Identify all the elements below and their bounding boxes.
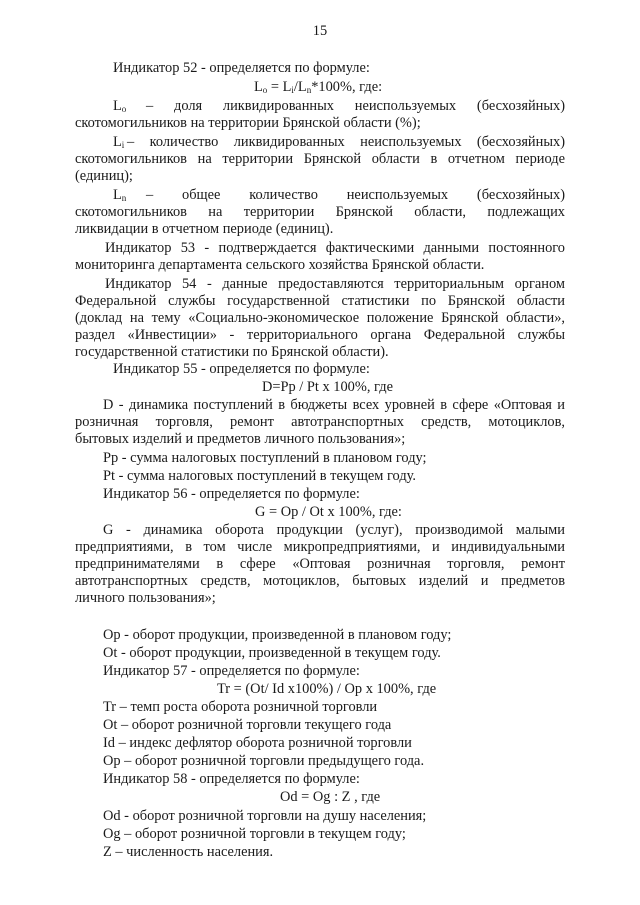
indicator-56-op: Op - оборот продукции, произведенной в плановом году; — [103, 627, 452, 643]
indicator-54-line-4: раздел «Инвестиции» - территориального органа Федеральной службы — [75, 327, 565, 343]
lo-definition-line-2: скотомогильников на территории Брянской области (%); — [75, 115, 421, 131]
indicator-53-line-1: Индикатор 53 - подтверждается фактическими данными постоянного — [105, 240, 565, 256]
indicator-56-formula: G = Op / Ot х 100%, где: — [255, 504, 402, 520]
indicator-57-id: Id – индекс дефлятор оборота розничной торговли — [103, 735, 412, 751]
indicator-56-g-line-3: предпринимателями в сфере «Оптовая розничная торговля, ремонт — [75, 556, 565, 572]
ln-definition-line-1: – общее количество неиспользуемых (бесхозяйных) — [146, 187, 565, 203]
indicator-55-pt: Pt - сумма налоговых поступлений в текущем году. — [103, 468, 417, 484]
indicator-55-d-line-3: бытовых изделий и предметов личного пользования»; — [75, 431, 406, 447]
indicator-52-heading: Индикатор 52 - определяется по формуле: — [113, 60, 370, 76]
li-definition-line-3: (единиц); — [75, 168, 133, 184]
indicator-53-line-2: мониторинга департамента сельского хозяйства Брянской области. — [75, 257, 485, 273]
indicator-58-od: Od - оборот розничной торговли на душу населения; — [103, 808, 427, 824]
indicator-55-d-line-1: D - динамика поступлений в бюджеты всех уровней в сфере «Оптовая и — [103, 397, 565, 413]
indicator-55-heading: Индикатор 55 - определяется по формуле: — [113, 361, 370, 377]
ln-definition-line-3: ликвидации в отчетном периоде (единиц). — [75, 221, 334, 237]
lo-symbol: $L_о$ — [113, 98, 127, 114]
li-definition-line-1: – количество ликвидированных неиспользуемых (бесхозяйных) — [127, 134, 565, 150]
indicator-54-line-3: (доклад на тему «Социально-экономическое положение Брянской области», — [75, 310, 565, 326]
indicator-56-ot: Ot - оборот продукции, произведенной в текущем году. — [103, 645, 441, 661]
indicator-58-formula: Od = Og : Z , где — [280, 789, 381, 805]
indicator-52-formula: $L_о = L_i/L_n*100\%$, где: — [254, 79, 383, 95]
indicator-57-op: Op – оборот розничной торговли предыдущего года. — [103, 753, 425, 769]
indicator-54-line-1: Индикатор 54 - данные предоставляются территориальным органом — [105, 276, 565, 292]
indicator-55-formula: D=Pp / Pt х 100%, где — [262, 379, 393, 395]
ln-definition-line-2: скотомогильников на территории Брянской области, подлежащих — [75, 204, 565, 220]
indicator-56-g-line-4: автотранспортных средств, мотоциклов, бытовых изделий и предметов — [75, 573, 565, 589]
indicator-57-formula: Tr = (Ot/ Id х100%) / Op х 100%, где — [217, 681, 437, 697]
indicator-56-g-line-2: предприятиями, в том числе микропредприятиями, и индивидуальными — [75, 539, 565, 555]
ln-symbol: $L_n$ — [113, 187, 127, 203]
li-symbol: $L_i$ — [113, 134, 125, 150]
indicator-55-pp: Pp - сумма налоговых поступлений в плановом году; — [103, 450, 427, 466]
page-number: 15 — [312, 23, 328, 39]
indicator-58-heading: Индикатор 58 - определяется по формуле: — [103, 771, 360, 787]
indicator-54-line-5: государственной статистики по Брянской области). — [75, 344, 389, 360]
lo-definition-line-1: – доля ликвидированных неиспользуемых (бесхозяйных) — [146, 98, 565, 114]
indicator-54-line-2: Федеральной службы государственной статистики по Брянской области — [75, 293, 565, 309]
indicator-56-g-line-1: G - динамика оборота продукции (услуг), производимой малыми — [103, 522, 565, 538]
indicator-56-heading: Индикатор 56 - определяется по формуле: — [103, 486, 360, 502]
li-definition-line-2: скотомогильников на территории Брянской области в отчетном периоде — [75, 151, 565, 167]
indicator-55-d-line-2: розничная торговля, ремонт автотранспортных средств, мотоциклов, — [75, 414, 565, 430]
indicator-58-og: Og – оборот розничной торговли в текущем году; — [103, 826, 406, 842]
indicator-56-g-line-5: личного пользования»; — [75, 590, 216, 606]
indicator-57-heading: Индикатор 57 - определяется по формуле: — [103, 663, 360, 679]
indicator-57-ot: Ot – оборот розничной торговли текущего года — [103, 717, 392, 733]
indicator-57-tr: Tr – темп роста оборота розничной торговли — [103, 699, 378, 715]
indicator-58-z: Z – численность населения. — [103, 844, 274, 860]
